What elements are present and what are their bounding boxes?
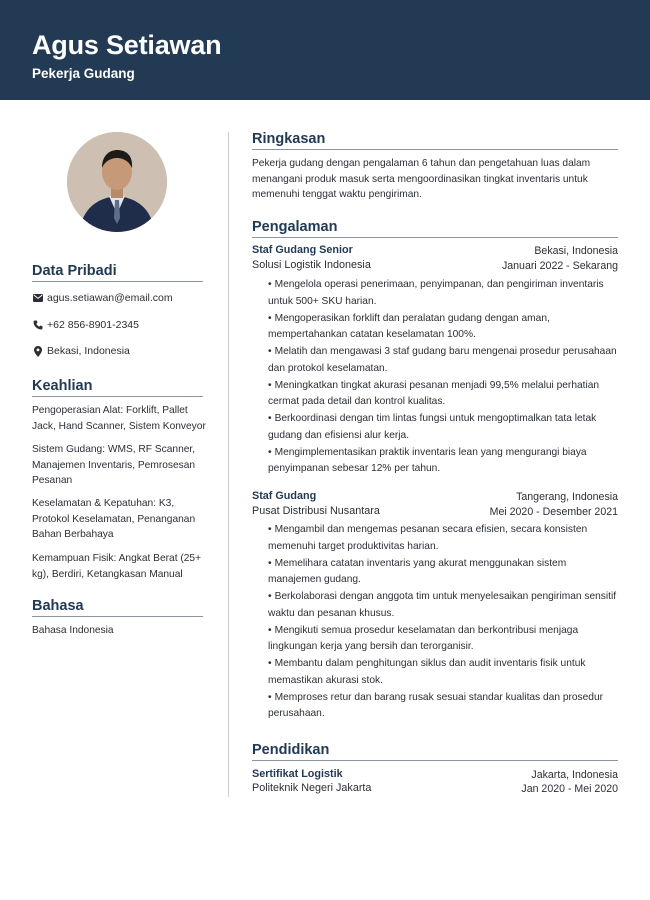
skills-section-title: Keahlian xyxy=(32,378,203,397)
job-bullet: • Mengoperasikan forklift dan peralatan gudang dengan aman, mempertahankan catatan keselamatan 100%. xyxy=(268,312,550,340)
phone-text: +62 856-8901-2345 xyxy=(47,319,139,331)
column-divider xyxy=(228,132,229,797)
education-school: Politeknik Negeri Jakarta xyxy=(252,782,372,794)
languages-section-title: Bahasa xyxy=(32,598,203,617)
language-item: Bahasa Indonesia xyxy=(32,625,114,636)
job-bullet: • Mengambil dan mengemas pesanan secara efisien, secara konsisten memenuhi target produktivitas harian. xyxy=(268,524,588,552)
candidate-name: Agus Setiawan xyxy=(32,30,222,60)
job-company: Solusi Logistik Indonesia xyxy=(252,259,371,271)
experience-section-title: Pengalaman xyxy=(252,219,618,238)
skill-item: Keselamatan & Kepatuhan: K3, Protokol Keselamatan, Penanganan Bahan Berbahaya xyxy=(32,498,196,540)
job-title: Staf Gudang Senior xyxy=(252,244,353,256)
job-bullet: • Memelihara catatan inventaris yang akurat menggunakan sistem manajemen gudang. xyxy=(268,557,567,585)
phone-icon xyxy=(32,320,43,331)
job-bullet: • Meningkatkan tingkat akurasi pesanan menjadi 99,5% melalui perhatian cermat pada detail dan kontrol kualitas. xyxy=(268,379,600,407)
contact-phone xyxy=(32,319,212,331)
skill-item: Pengoperasian Alat: Forklift, Pallet Jack, Hand Scanner, Sistem Konveyor xyxy=(32,405,206,432)
summary-text: Pekerja gudang dengan pengalaman 6 tahun dan pengetahuan luas dalam menangani produk masuk serta mengoordinasikan tingkat inventaris untuk memenuhi tenggat waktu pengiriman. xyxy=(252,158,591,200)
job-location: Tangerang, Indonesia xyxy=(516,491,618,503)
skill-item: Kemampuan Fisik: Angkat Berat (25+ kg), Berdiri, Ketangkasan Manual xyxy=(32,553,202,580)
education-location: Jakarta, Indonesia xyxy=(531,769,618,781)
location-text: Bekasi, Indonesia xyxy=(47,345,130,357)
education-section-title: Pendidikan xyxy=(252,742,618,761)
job-dates: Januari 2022 - Sekarang xyxy=(501,260,618,272)
job-bullet: • Membantu dalam penghitungan siklus dan audit inventaris fisik untuk memastikan akurasi stok. xyxy=(268,658,586,686)
job-bullet: • Melatih dan mengawasi 3 staf gudang baru mengenai prosedur perusahaan dan protokol keselamatan. xyxy=(268,346,617,374)
contact-location xyxy=(32,345,212,357)
summary-section-title: Ringkasan xyxy=(252,131,618,150)
job-bullet: • Mengelola operasi penerimaan, penyimpanan, dan pengiriman inventaris untuk 500+ SKU harian. xyxy=(268,279,604,307)
person-portrait-icon xyxy=(67,132,167,232)
education-title: Sertifikat Logistik xyxy=(252,768,343,780)
job-bullet: • Mengikuti semua prosedur keselamatan dan berkontribusi menjaga lingkungan kerja yang bersih dan terorganisir. xyxy=(268,624,579,652)
contact-email xyxy=(32,292,212,304)
job-dates: Mei 2020 - Desember 2021 xyxy=(489,506,618,518)
email-text: agus.setiawan@email.com xyxy=(47,292,173,304)
location-icon xyxy=(32,346,43,357)
resume-header xyxy=(0,0,650,100)
email-icon xyxy=(32,293,43,304)
job-bullet: • Berkoordinasi dengan tim lintas fungsi untuk mengoptimalkan tata letak gudang dan efisiensi alur kerja. xyxy=(268,413,597,441)
job-title: Staf Gudang xyxy=(252,490,317,502)
skill-item: Sistem Gudang: WMS, RF Scanner, Manajemen Inventaris, Pemrosesan Pesanan xyxy=(32,444,196,486)
job-company: Pusat Distribusi Nusantara xyxy=(252,505,380,517)
personal-section-title: Data Pribadi xyxy=(32,263,203,282)
job-bullet: • Mengimplementasikan praktik inventaris lean yang mengurangi biaya penyimpanan sebesar 12% per tahun. xyxy=(268,446,587,474)
profile-photo xyxy=(67,132,167,232)
job-bullet: • Berkolaborasi dengan anggota tim untuk menyelesaikan pengiriman sensitif waktu dan pesanan khusus. xyxy=(268,591,617,619)
job-location: Bekasi, Indonesia xyxy=(534,245,618,257)
education-dates: Jan 2020 - Mei 2020 xyxy=(521,783,618,795)
candidate-role: Pekerja Gudang xyxy=(32,66,135,81)
job-bullets xyxy=(268,277,620,478)
job-bullets xyxy=(268,522,620,723)
job-bullet: • Memproses retur dan barang rusak sesuai standar kualitas dan prosedur perusahaan. xyxy=(268,691,604,719)
